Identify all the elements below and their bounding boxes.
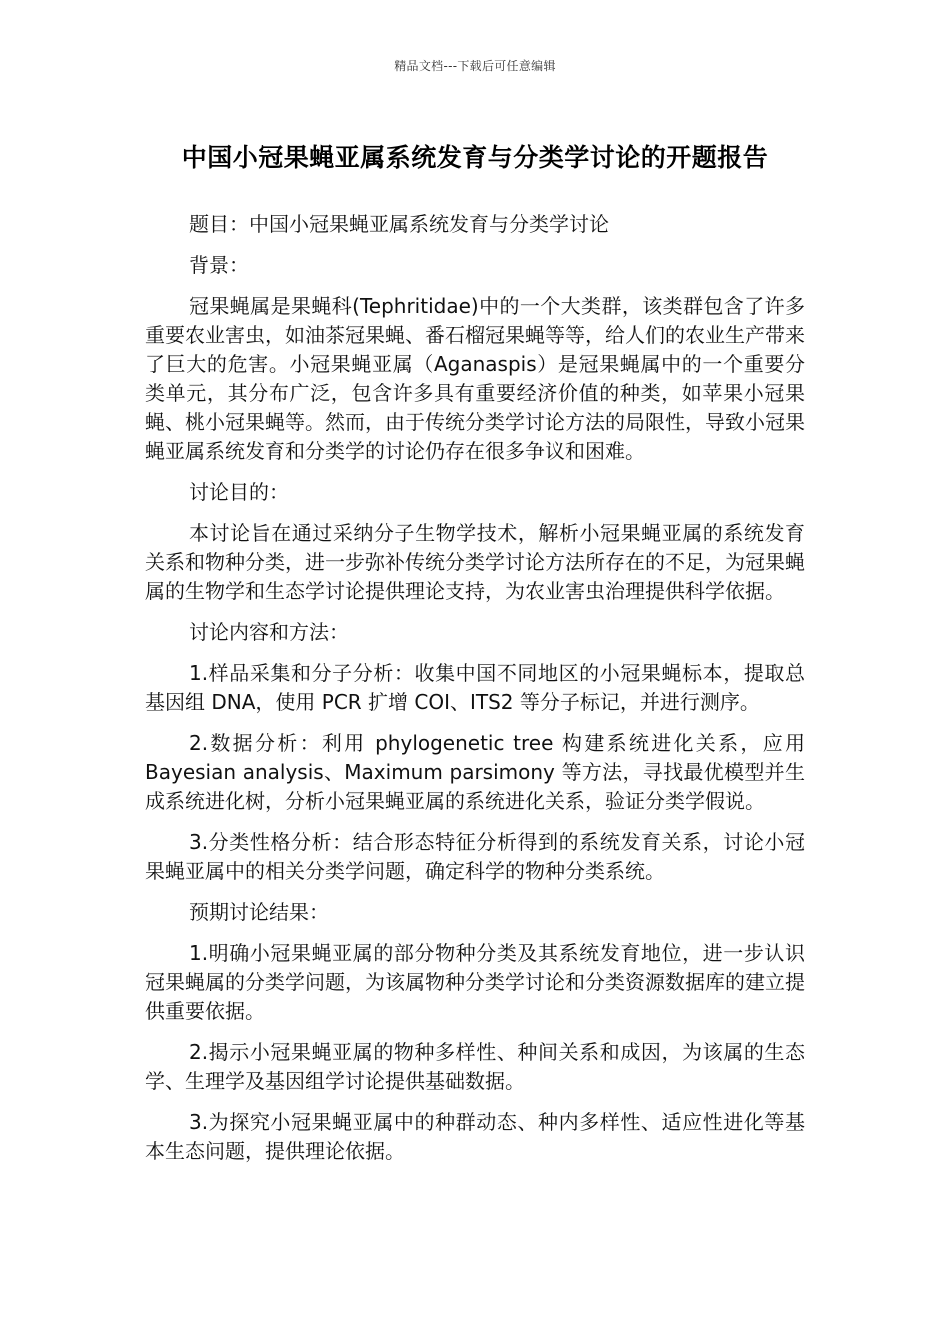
- results-item: 1.明确小冠果蝇亚属的部分物种分类及其系统发育地位，进一步认识冠果蝇属的分类学问题，为该属物种分类学讨论和分类资源数据库的建立提供重要依据。: [145, 941, 805, 1023]
- watermark-header: 精品文档---下载后可任意编辑: [394, 59, 556, 73]
- methods-heading: 讨论内容和方法：: [189, 620, 349, 644]
- background-heading: 背景：: [189, 253, 249, 277]
- purpose-heading: 讨论目的：: [189, 480, 289, 504]
- methods-item: 1.样品采集和分子分析：收集中国不同地区的小冠果蝇标本，提取总基因组 DNA，使用 PCR 扩增 COI、ITS2 等分子标记，并进行测序。: [145, 661, 805, 714]
- topic-line: 题目：中国小冠果蝇亚属系统发育与分类学讨论: [189, 212, 609, 236]
- results-item: 3.为探究小冠果蝇亚属中的种群动态、种内多样性、适应性进化等基本生态问题，提供理论依据。: [145, 1110, 805, 1163]
- results-heading: 预期讨论结果：: [189, 900, 329, 924]
- document-body: [145, 210, 805, 1178]
- results-item: 2.揭示小冠果蝇亚属的物种多样性、种间关系和成因，为该属的生态学、生理学及基因组学讨论提供基础数据。: [145, 1040, 805, 1093]
- background-paragraph: 冠果蝇属是果蝇科(Tephritidae)中的一个大类群，该类群包含了许多重要农业害虫，如油茶冠果蝇、番石榴冠果蝇等等，给人们的农业生产带来了巨大的危害。小冠果蝇亚属（Aganaspis）是冠果蝇属中的一个重要分类单元，其分布广泛，包含许多具有重要经济价值的种类，如苹果小冠果蝇、桃小冠果蝇等。然而，由于传统分类学讨论方法的局限性，导致小冠果蝇亚属系统发育和分类学的讨论仍存在很多争议和困难。: [145, 294, 805, 463]
- methods-item: 2.数据分析：利用 phylogenetic tree 构建系统进化关系，应用 Bayesian analysis、Maximum parsimony 等方法，寻找最优模型并生成系统进化树，分析小冠果蝇亚属的系统进化关系，验证分类学假说。: [145, 731, 805, 813]
- purpose-paragraph: 本讨论旨在通过采纳分子生物学技术，解析小冠果蝇亚属的系统发育关系和物种分类，进一步弥补传统分类学讨论方法所存在的不足，为冠果蝇属的生物学和生态学讨论提供理论支持，为农业害虫治理提供科学依据。: [145, 521, 805, 603]
- document-title: 中国小冠果蝇亚属系统发育与分类学讨论的开题报告: [181, 143, 769, 172]
- methods-item: 3.分类性格分析：结合形态特征分析得到的系统发育关系，讨论小冠果蝇亚属中的相关分类学问题，确定科学的物种分类系统。: [145, 830, 805, 883]
